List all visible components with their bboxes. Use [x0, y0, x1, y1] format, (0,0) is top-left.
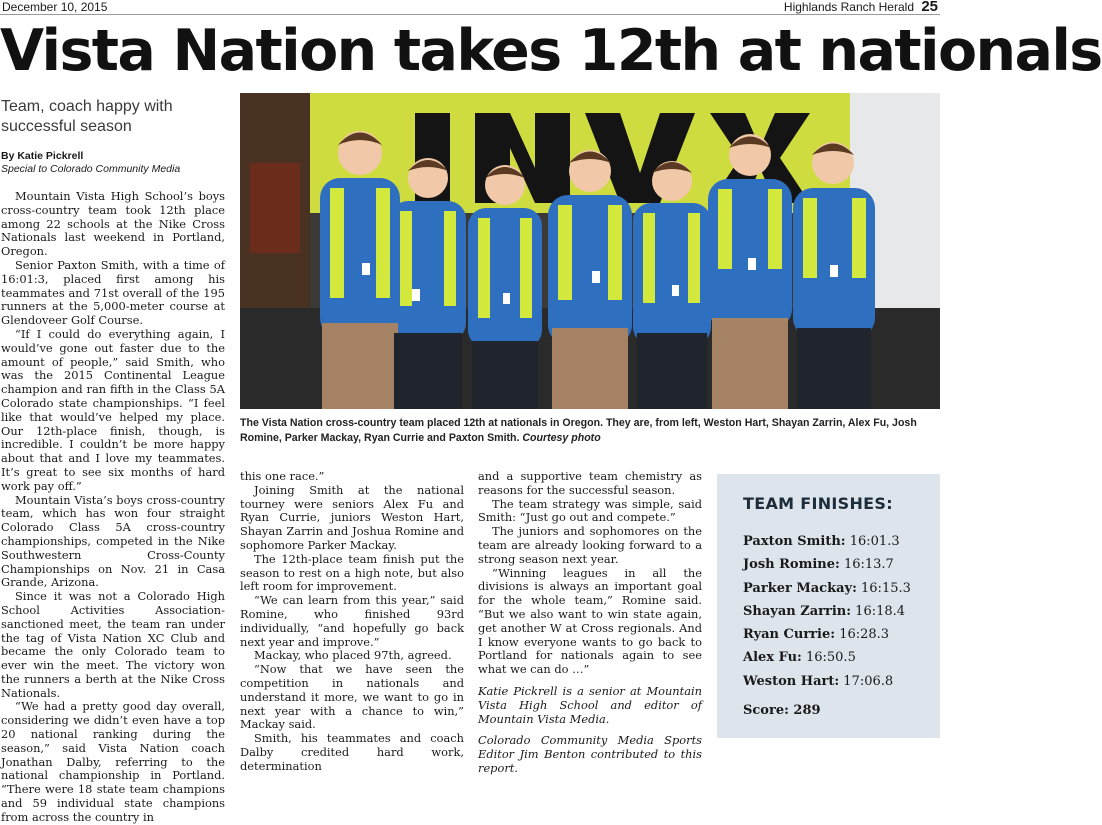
runner-name: Parker Mackay:	[743, 580, 857, 596]
runner-name: Shayan Zarrin:	[743, 603, 852, 619]
masthead	[0, 0, 940, 15]
sidebar-title: TEAM FINISHES:	[743, 494, 893, 513]
list-item	[743, 553, 933, 576]
byline-affiliation: Special to Colorado Community Media	[1, 163, 181, 175]
article-column-3	[478, 470, 702, 776]
runner-name: Ryan Currie:	[743, 627, 836, 643]
paragraph: The juniors and sophomores on the team are already looking forward to a strong season next year.	[478, 524, 702, 566]
paragraph: Mountain Vista High School’s boys cross-country team took 12th place among 22 schools at the Nike Cross Nationals last weekend in Portland, Oregon.	[1, 189, 225, 259]
paragraph: The 12th-place team finish put the season to rest on a high note, but also left room for improvement.	[240, 551, 464, 594]
team-score: Score: 289	[743, 703, 821, 718]
list-item	[743, 670, 933, 693]
finish-list	[743, 530, 933, 693]
paragraph: this one race.”	[240, 469, 325, 483]
runner-name: Weston Hart:	[743, 673, 840, 689]
paragraph: “Winning leagues in all the divisions is always an important goal for the whole team,” Romine said. “But we also want to win state again, get another W at Cross regionals. And I know everyone wants to go back to Portland for nationals again to see what we can do …”	[478, 565, 702, 677]
list-item	[743, 577, 933, 600]
byline: By Katie Pickrell	[1, 150, 84, 162]
runner-name: Josh Romine:	[743, 557, 840, 573]
contributor-note: Colorado Community Media Sports Editor Jim Benton contributed to this report.	[478, 733, 702, 775]
deck: Team, coach happy with successful season	[1, 98, 173, 135]
runner-time: 16:15.3	[861, 580, 911, 596]
team-finishes-box	[717, 474, 940, 738]
article-column-1	[1, 190, 225, 825]
headline: Vista Nation takes 12th at nationals	[0, 18, 1102, 84]
runner-time: 16:28.3	[839, 627, 890, 643]
list-item	[743, 530, 933, 553]
paragraph: “We had a pretty good day overall, considering we didn’t even have a top 20 national ranking during the season,” said Vista Nation coach Jonathan Dalby, referring to the national championship in Portland. “There were 18 state team champions and 59 individual state champions from across the country in	[1, 699, 225, 824]
paragraph: “Now that we have seen the competition in nationals and understand it more, we want to go in next year with a chance to win,” Mackay said.	[240, 662, 464, 732]
article-column-2	[240, 470, 464, 774]
runner-time: 17:06.8	[843, 673, 894, 689]
paragraph: The team strategy was simple, said Smith: “Just go out and compete.”	[478, 496, 702, 525]
runner-time: 16:18.4	[855, 603, 906, 619]
page-number: 25	[921, 0, 938, 15]
paragraph: Since it was not a Colorado High School Activities Association-sanctioned meet, the team ran under the tag of Vista Nation XC Club and became the only Colorado team to ever win the meet. The victory won the runners a berth at the Nike Cross Nationals.	[1, 589, 225, 700]
runner-name: Alex Fu:	[743, 650, 802, 666]
paragraph: Senior Paxton Smith, with a time of 16:01:3, placed first among his teammates and 71st overall of the 195 runners at the 5,000-meter course at Glendoveer Golf Course.	[1, 257, 225, 328]
paragraph: Mackay, who placed 97th, agreed.	[254, 648, 452, 663]
caption-text: The Vista Nation cross-country team placed 12th at nationals in Oregon. They are, from left, Weston Hart, Shayan Zarrin, Alex Fu, Josh Romine, Parker Mackay, Ryan Currie and Paxton Smith.	[240, 417, 917, 444]
paragraph: “We can learn from this year,” said Romine, who finished 93rd individually, “and hopefully go back next year and improve.”	[240, 593, 464, 649]
runner-name: Paxton Smith:	[743, 534, 846, 549]
list-item	[743, 600, 933, 623]
photo-credit: Courtesy photo	[522, 432, 601, 444]
paragraph: Smith, his teammates and coach Dalby credited hard work, determination	[240, 731, 464, 773]
issue-date: December 10, 2015	[2, 0, 108, 14]
photo-caption	[240, 416, 940, 446]
runner-time: 16:50.5	[805, 650, 856, 666]
paper-name: Highlands Ranch Herald	[783, 0, 914, 14]
paragraph: “If I could do everything again, I would’ve gone out faster due to the amount of people,” said Smith, who was the 2015 Continental League champion and ran fifth in the Class 5A Colorado state championships. “I feel like that would’ve helped my place. Our 12th-place finish, though, is incredible. I couldn’t be more happy about that and I love my teammates. It’s great to see six months of hard work pay off.”	[1, 326, 225, 493]
paragraph: and a supportive team chemistry as reasons for the successful season.	[478, 469, 702, 497]
runner-time: 16:13.7	[843, 557, 894, 573]
paragraph: Joining Smith at the national tourney were seniors Alex Fu and Ryan Currie, juniors Weston Hart, Shayan Zarrin and Joshua Romine and sophomore Parker Mackay.	[240, 482, 464, 552]
list-item	[743, 646, 933, 669]
paragraph: Mountain Vista’s boys cross-country team, which has won four straight Colorado Class 5A cross-country championships, competed in the Nike Southwestern Cross-County Championships on Nov. 21 in Casa Grande, Arizona.	[1, 492, 225, 590]
team-photo	[240, 93, 940, 409]
author-note: Katie Pickrell is a senior at Mountain Vista High School and editor of Mountain Vista Media.	[478, 683, 702, 726]
runner-time: 16:01.3	[849, 534, 900, 549]
list-item	[743, 623, 933, 646]
